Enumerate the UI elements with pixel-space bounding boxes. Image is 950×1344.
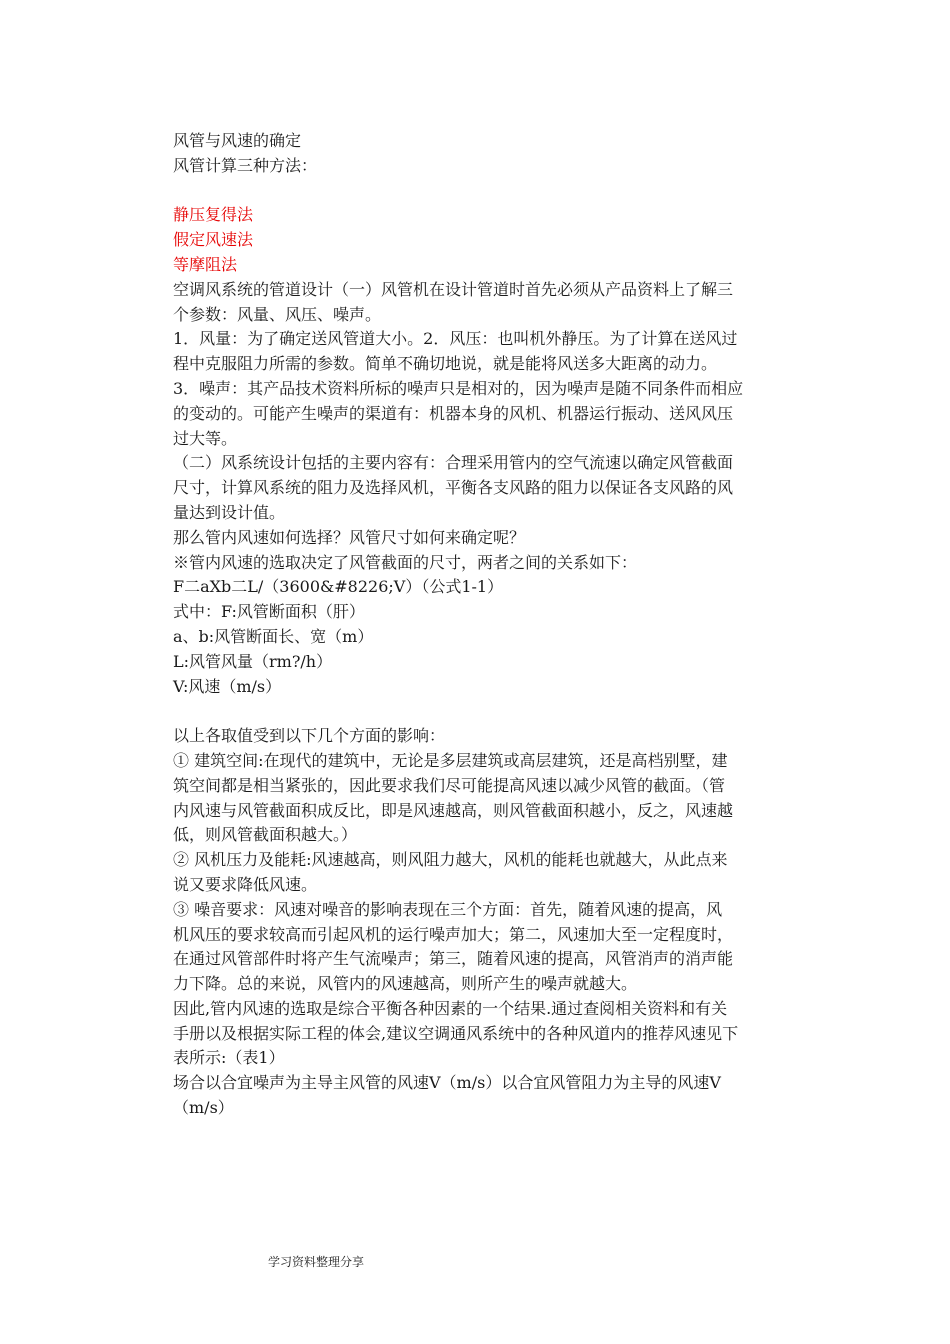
text-line: 个参数：风量、风压、噪声。	[173, 304, 382, 324]
document-body	[173, 129, 783, 1121]
formula-legend: 式中：F:风管断面积（肝）	[173, 602, 365, 622]
method-static-regain: 静压复得法	[173, 205, 254, 225]
text-line: 手册以及根据实际工程的体会,建议空调通风系统中的各种风道内的推荐风速见下	[173, 1023, 739, 1043]
text-line: ① 建筑空间:在现代的建筑中，无论是多层建筑或高层建筑，还是高档别墅，建	[173, 750, 728, 770]
text-line: 机风压的要求较高而引起风机的运行噪声加大；第二，风速加大至一定程度时，	[173, 924, 734, 944]
text-line: 3．噪声：其产品技术资料所标的噪声只是相对的，因为噪声是随不同条件而相应	[173, 378, 744, 398]
method-equal-friction: 等摩阻法	[173, 254, 238, 274]
text-line: 量达到设计值。	[173, 502, 286, 522]
text-line: 低，则风管截面积越大。）	[173, 825, 358, 845]
blank-line	[173, 179, 783, 204]
text-line: 空调风系统的管道设计（一）风管机在设计管道时首先必须从产品资料上了解三	[173, 279, 734, 299]
text-line: ② 风机压力及能耗:风速越高，则风阻力越大，风机的能耗也就越大，从此点来	[173, 850, 728, 870]
text-line: ③ 噪音要求：风速对噪音的影响表现在三个方面：首先，随着风速的提高，风	[173, 899, 723, 919]
text-line: 表所示:（表1）	[173, 1048, 285, 1068]
text-line: （二）风系统设计包括的主要内容有：合理采用管内的空气流速以确定风管截面	[173, 453, 734, 473]
blank-line	[173, 699, 783, 724]
text-line: 过大等。	[173, 428, 238, 448]
formula-legend: a、b:风管断面长、宽（m）	[173, 626, 374, 646]
text-line: 尺寸，计算风系统的阻力及选择风机，平衡各支风路的阻力以保证各支风路的风	[173, 478, 734, 498]
methods-heading: 风管计算三种方法：	[173, 155, 318, 175]
text-line: 内风速与风管截面积成反比，即是风速越高，则风管截面积越小，反之，风速越	[173, 800, 734, 820]
text-line: 筑空间都是相当紧张的，因此要求我们尽可能提高风速以减少风管的截面。（管	[173, 775, 726, 795]
doc-title: 风管与风速的确定	[173, 131, 302, 150]
text-line: 程中克服阻力所需的参数。简单不确切地说，就是能将风送多大距离的动力。	[173, 354, 718, 374]
table-header-line: （m/s）	[173, 1098, 234, 1118]
text-line: ※管内风速的选取决定了风管截面的尺寸，两者之间的关系如下：	[173, 552, 638, 572]
formula-legend: V:风速（m/s）	[173, 676, 282, 696]
text-line: 在通过风管部件时将产生气流噪声；第三，随着风速的提高，风管消声的消声能	[173, 949, 734, 969]
table-header-line: 场合以合宜噪声为主导主风管的风速V（m/s）以合宜风管阻力为主导的风速V	[173, 1073, 721, 1093]
text-line: 1．风量：为了确定送风管道大小。2．风压：也叫机外静压。为了计算在送风过	[173, 329, 738, 349]
formula-line: F二aXb二L/（3600&#8226;V）（公式1-1）	[173, 577, 504, 597]
page-footer: 学习资料整理分享	[268, 1255, 365, 1269]
text-line: 因此,管内风速的选取是综合平衡各种因素的一个结果.通过查阅相关资料和有关	[173, 998, 728, 1018]
text-line: 那么管内风速如何选择？风管尺寸如何来确定呢？	[173, 527, 526, 547]
formula-legend: L:风管风量（rm?/h）	[173, 651, 333, 671]
text-line: 的变动的。可能产生噪声的渠道有：机器本身的风机、机器运行振动、送风风压	[173, 403, 734, 423]
text-line: 以上各取值受到以下几个方面的影响：	[173, 726, 446, 746]
text-line: 力下降。总的来说，风管内的风速越高，则所产生的噪声就越大。	[173, 974, 638, 994]
text-line: 说又要求降低风速。	[173, 874, 318, 894]
method-assumed-velocity: 假定风速法	[173, 230, 254, 250]
